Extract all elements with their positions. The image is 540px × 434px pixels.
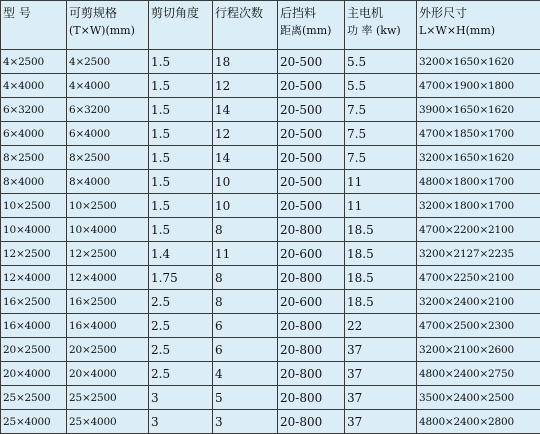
cell-shear-angle: 1.5 — [149, 146, 213, 170]
header-stroke-count-label: 行程次数 — [215, 4, 277, 22]
cell-motor-power: 7.5 — [345, 122, 417, 146]
table-row — [1, 98, 540, 122]
cell-dimensions: 4800×2400×2750 — [417, 362, 540, 386]
cell-motor-power: 37 — [345, 362, 417, 386]
cell-model: 20×2500 — [1, 338, 67, 362]
cell-motor-power: 37 — [345, 386, 417, 410]
cell-cut-spec: 12×2500 — [67, 242, 149, 266]
header-row — [1, 1, 540, 50]
header-dimensions-label: 外形尺寸 — [419, 4, 540, 22]
cell-cut-spec: 25×2500 — [67, 386, 149, 410]
cell-stroke-count: 10 — [213, 194, 278, 218]
cell-motor-power: 37 — [345, 338, 417, 362]
cell-stroke-count: 12 — [213, 122, 278, 146]
table-row — [1, 242, 540, 266]
header-shear-angle — [149, 1, 213, 50]
cell-dimensions: 3200×1650×1620 — [417, 50, 540, 74]
cell-backgauge-distance: 20-500 — [278, 122, 345, 146]
cell-shear-angle: 1.5 — [149, 98, 213, 122]
cell-shear-angle: 2.5 — [149, 290, 213, 314]
cell-backgauge-distance: 20-500 — [278, 74, 345, 98]
cell-stroke-count: 6 — [213, 338, 278, 362]
cell-dimensions: 3200×2100×2600 — [417, 338, 540, 362]
cell-backgauge-distance: 20-800 — [278, 338, 345, 362]
cell-backgauge-distance: 20-500 — [278, 170, 345, 194]
cell-dimensions: 4700×1900×1800 — [417, 74, 540, 98]
table-row — [1, 362, 540, 386]
cell-model: 4×2500 — [1, 50, 67, 74]
cell-stroke-count: 8 — [213, 266, 278, 290]
table-row — [1, 194, 540, 218]
table-row — [1, 218, 540, 242]
header-backgauge-distance-label: 后挡料 — [280, 4, 344, 22]
cell-shear-angle: 2.5 — [149, 338, 213, 362]
header-shear-angle-label: 剪切角度 — [151, 4, 212, 22]
cell-shear-angle: 2.5 — [149, 362, 213, 386]
cell-cut-spec: 8×4000 — [67, 170, 149, 194]
cell-shear-angle: 1.75 — [149, 266, 213, 290]
cell-backgauge-distance: 20-800 — [278, 266, 345, 290]
header-dimensions — [417, 1, 540, 50]
cell-backgauge-distance: 20-800 — [278, 386, 345, 410]
cell-motor-power: 5.5 — [345, 74, 417, 98]
cell-motor-power: 7.5 — [345, 98, 417, 122]
cell-model: 6×3200 — [1, 98, 67, 122]
cell-backgauge-distance: 20-500 — [278, 98, 345, 122]
table-row — [1, 314, 540, 338]
header-dimensions-unit: L×W×H(mm) — [419, 22, 540, 40]
header-cut-spec — [67, 1, 149, 50]
table-row — [1, 338, 540, 362]
header-motor-power-unit: 功 率 (kw) — [347, 22, 416, 40]
cell-stroke-count: 4 — [213, 362, 278, 386]
cell-cut-spec: 20×4000 — [67, 362, 149, 386]
cell-stroke-count: 3 — [213, 410, 278, 434]
cell-cut-spec: 16×2500 — [67, 290, 149, 314]
cell-backgauge-distance: 20-800 — [278, 218, 345, 242]
cell-backgauge-distance: 20-500 — [278, 146, 345, 170]
cell-cut-spec: 6×3200 — [67, 98, 149, 122]
cell-shear-angle: 3 — [149, 386, 213, 410]
table-row — [1, 266, 540, 290]
cell-model: 16×2500 — [1, 290, 67, 314]
cell-shear-angle: 1.5 — [149, 50, 213, 74]
cell-shear-angle: 1.4 — [149, 242, 213, 266]
table-row — [1, 74, 540, 98]
cell-backgauge-distance: 20-500 — [278, 194, 345, 218]
cell-stroke-count: 18 — [213, 50, 278, 74]
header-cut-spec-label: 可剪规格 — [69, 4, 148, 22]
cell-motor-power: 18.5 — [345, 290, 417, 314]
table-row — [1, 410, 540, 434]
cell-motor-power: 11 — [345, 170, 417, 194]
cell-cut-spec: 16×4000 — [67, 314, 149, 338]
cell-dimensions: 4700×2250×2100 — [417, 266, 540, 290]
cell-dimensions: 4700×1850×1700 — [417, 122, 540, 146]
cell-cut-spec: 4×4000 — [67, 74, 149, 98]
cell-model: 25×2500 — [1, 386, 67, 410]
cell-model: 10×2500 — [1, 194, 67, 218]
cell-dimensions: 4800×2400×2800 — [417, 410, 540, 434]
cell-shear-angle: 1.5 — [149, 218, 213, 242]
table-body — [1, 50, 540, 434]
cell-cut-spec: 20×2500 — [67, 338, 149, 362]
header-backgauge-distance — [278, 1, 345, 50]
cell-motor-power: 22 — [345, 314, 417, 338]
cell-cut-spec: 25×4000 — [67, 410, 149, 434]
cell-dimensions: 4700×2200×2100 — [417, 218, 540, 242]
table-header — [1, 1, 540, 50]
cell-motor-power: 7.5 — [345, 146, 417, 170]
cell-cut-spec: 8×2500 — [67, 146, 149, 170]
cell-shear-angle: 1.5 — [149, 74, 213, 98]
cell-dimensions: 3900×1650×1620 — [417, 98, 540, 122]
cell-model: 10×4000 — [1, 218, 67, 242]
cell-cut-spec: 10×4000 — [67, 218, 149, 242]
cell-stroke-count: 8 — [213, 218, 278, 242]
cell-stroke-count: 10 — [213, 170, 278, 194]
cell-stroke-count: 5 — [213, 386, 278, 410]
cell-shear-angle: 1.5 — [149, 122, 213, 146]
header-stroke-count — [213, 1, 278, 50]
cell-dimensions: 3200×2400×2100 — [417, 290, 540, 314]
cell-model: 8×2500 — [1, 146, 67, 170]
table-row — [1, 170, 540, 194]
table-row — [1, 50, 540, 74]
cell-dimensions: 4800×1800×1700 — [417, 170, 540, 194]
cell-dimensions: 3200×1650×1620 — [417, 146, 540, 170]
cell-stroke-count: 14 — [213, 98, 278, 122]
cell-model: 12×2500 — [1, 242, 67, 266]
header-motor-power — [345, 1, 417, 50]
cell-model: 8×4000 — [1, 170, 67, 194]
header-model — [1, 1, 67, 50]
cell-dimensions: 3200×2127×2235 — [417, 242, 540, 266]
cell-stroke-count: 8 — [213, 290, 278, 314]
cell-backgauge-distance: 20-800 — [278, 362, 345, 386]
cell-dimensions: 3500×2400×2500 — [417, 386, 540, 410]
cell-cut-spec: 4×2500 — [67, 50, 149, 74]
cell-backgauge-distance: 20-800 — [278, 314, 345, 338]
cell-shear-angle: 3 — [149, 410, 213, 434]
cell-dimensions: 4700×2500×2300 — [417, 314, 540, 338]
cell-model: 20×4000 — [1, 362, 67, 386]
cell-cut-spec: 6×4000 — [67, 122, 149, 146]
cell-shear-angle: 1.5 — [149, 194, 213, 218]
cell-backgauge-distance: 20-600 — [278, 290, 345, 314]
cell-motor-power: 18.5 — [345, 242, 417, 266]
cell-motor-power: 37 — [345, 410, 417, 434]
cell-backgauge-distance: 20-500 — [278, 50, 345, 74]
cell-shear-angle: 1.5 — [149, 170, 213, 194]
table-row — [1, 290, 540, 314]
cell-stroke-count: 11 — [213, 242, 278, 266]
cell-stroke-count: 14 — [213, 146, 278, 170]
cell-cut-spec: 12×4000 — [67, 266, 149, 290]
header-cut-spec-unit: (T×W)(mm) — [69, 22, 148, 40]
header-motor-power-label: 主电机 — [347, 4, 416, 22]
cell-stroke-count: 6 — [213, 314, 278, 338]
cell-stroke-count: 12 — [213, 74, 278, 98]
cell-motor-power: 5.5 — [345, 50, 417, 74]
header-backgauge-distance-unit: 距离(mm) — [280, 22, 344, 40]
cell-model: 25×4000 — [1, 410, 67, 434]
cell-model: 16×4000 — [1, 314, 67, 338]
cell-model: 12×4000 — [1, 266, 67, 290]
cell-motor-power: 18.5 — [345, 218, 417, 242]
table-row — [1, 122, 540, 146]
cell-backgauge-distance: 20-600 — [278, 242, 345, 266]
header-model-label: 型 号 — [3, 4, 66, 22]
cell-backgauge-distance: 20-800 — [278, 410, 345, 434]
cell-dimensions: 3200×1800×1700 — [417, 194, 540, 218]
cell-model: 4×4000 — [1, 74, 67, 98]
cell-motor-power: 11 — [345, 194, 417, 218]
table-row — [1, 386, 540, 410]
cell-model: 6×4000 — [1, 122, 67, 146]
cell-cut-spec: 10×2500 — [67, 194, 149, 218]
cell-motor-power: 18.5 — [345, 266, 417, 290]
cell-shear-angle: 2.5 — [149, 314, 213, 338]
table-row — [1, 146, 540, 170]
